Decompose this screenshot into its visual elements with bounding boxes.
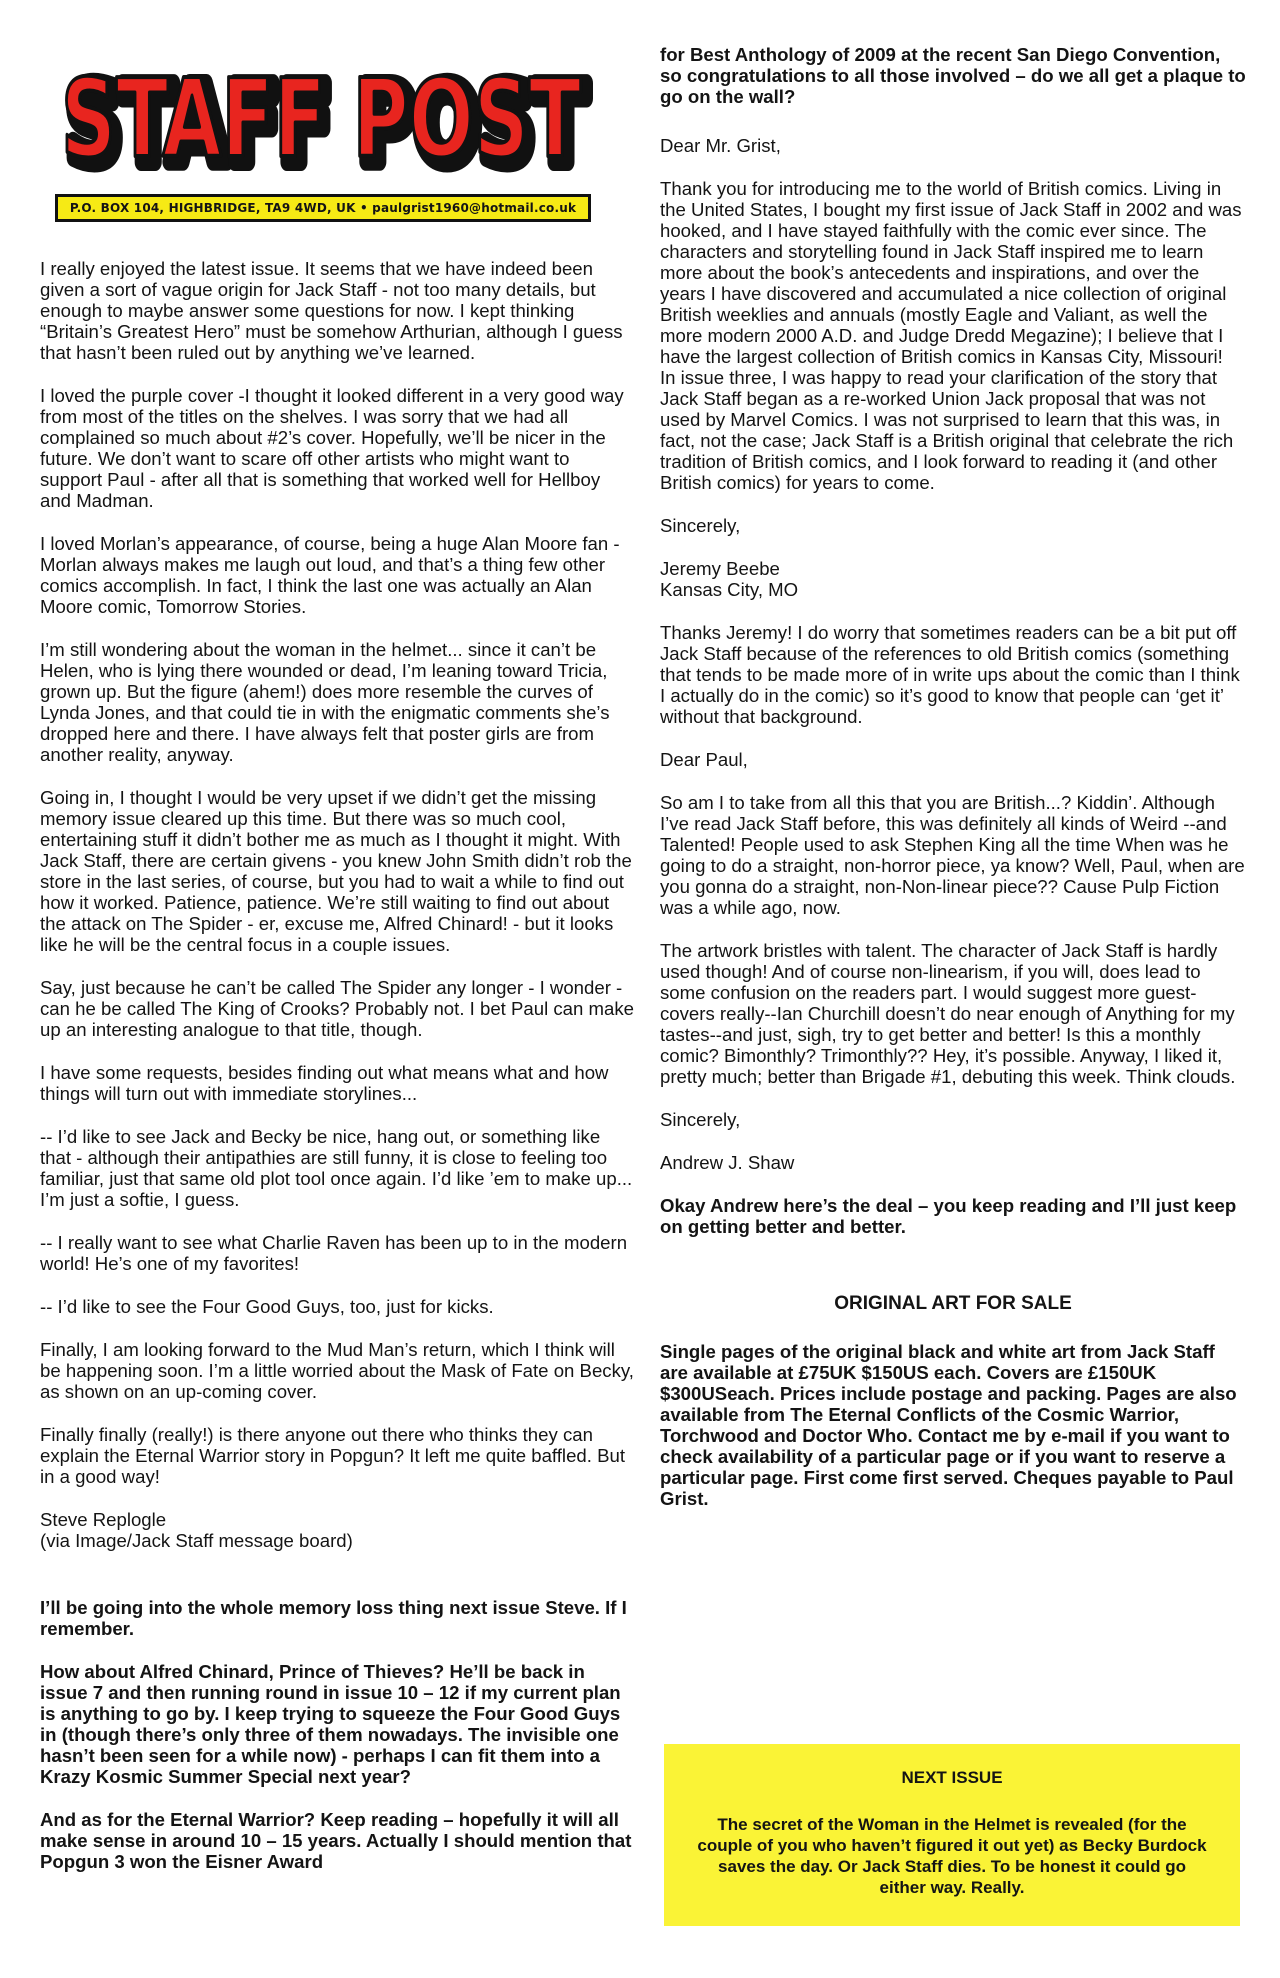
next-issue-body: The secret of the Woman in the Helmet is revealed (for the couple of you who haven’t figured it out yet) as Becky Burdock saves the day. Or Jack Staff dies. To be honest it could go either way. Really. — [697, 1815, 1207, 1897]
letter-paragraph: Say, just because he can’t be called The Spider any longer - I wonder - can he be called The King of Crooks? Probably not. I bet Paul can make up an interesting analogue to that title, though. — [40, 977, 634, 1040]
reply-paragraph: And as for the Eternal Warrior? Keep reading – hopefully it will all make sense in around 10 – 15 years. Actually I should mention that Popgun 3 won the Eisner Award — [40, 1809, 632, 1872]
letter-paragraph: I loved the purple cover -I thought it looked different in a very good way from most of the titles on the shelves. I was sorry that we had all complained so much about #2’s cover. Hopefully, we’ll be nicer in the future. We don’t want to scare off other artists who might want to support Paul - after all that is something that worked well for Hellboy and Madman. — [40, 385, 624, 511]
left-column — [40, 258, 634, 1894]
editor-reply-2: Thanks Jeremy! I do worry that sometimes readers can be a bit put off Jack Staff because of the references to old British comics (something that tends to be made more of in write ups about the comic than I think I actually do in the comic) so it’s good to know that people can ‘get it’ without that background. — [660, 622, 1240, 727]
art-sale-title: ORIGINAL ART FOR SALE — [834, 1293, 1072, 1314]
letter-paragraph: Going in, I thought I would be very upset if we didn’t get the missing memory issue cleared up this time. But there was so much cool, entertaining stuff it didn’t bother me as much as I thought it might. With Jack Staff, there are certain givens - you knew John Smith didn’t rob the store in the last series, of course, but you had to wait a while to find out how it worked. Patience, patience. We’re still waiting to find out about the attack on The Spider - er, excuse me, Alfred Chinard! - but it looks like he will be the central focus in a couple issues. — [40, 787, 632, 955]
letter-paragraph: -- I’d like to see Jack and Becky be nice, hang out, or something like that - although their antipathies are still funny, it is close to feeling too familiar, just that same old plot tool once again. I’d like ’em to make up... I’m just a softie, I guess. — [40, 1126, 633, 1210]
letter-paragraph: Thank you for introducing me to the world of British comics. Living in the United States, I bought my first issue of Jack Staff in 2002 and was hooked, and I have stayed faithfully with the comic ever since. The characters and storytelling found in Jack Staff inspired me to learn more about the book’s antecedents and inspirations, and over the years I have discovered and accumulated a nice collection of original British weeklies and annuals (mostly Eagle and Valiant, as well the more modern 2000 A.D. and Judge Dredd Megazine); I believe that I have the largest collection of British comics in Kansas City, Missouri! — [660, 178, 1242, 367]
staff-post-logo — [55, 22, 595, 192]
next-issue-box — [664, 1744, 1240, 1926]
letter-jeremy-beebe — [660, 135, 1246, 600]
signature-name: Andrew J. Shaw — [660, 1152, 795, 1173]
closing: Sincerely, — [660, 515, 741, 536]
letter-paragraph: I’m still wondering about the woman in the helmet... since it can’t be Helen, who is lying there wounded or dead, I’m leaning toward Tricia, grown up. But the figure (ahem!) does more resemble the curves of Lynda Jones, and that could tie in with the enigmatic comments she’s dropped here and there. I have always felt that poster girls are from another reality, anyway. — [40, 639, 610, 765]
letter-paragraph: The artwork bristles with talent. The character of Jack Staff is hardly used though! And of course non-linearism, if you will, does lead to some confusion on the readers part. I would suggest more guest-covers really--Ian Churchill doesn’t do near enough of Anything for my tastes--and just, sigh, try to get better and better! Is this a monthly comic? Bimonthly? Trimonthly?? Hey, it’s possible. Anyway, I liked it, pretty much; better than Brigade #1, debuting this week. Think clouds. — [660, 940, 1236, 1087]
signature-place: Kansas City, MO — [660, 579, 799, 600]
next-issue-title: NEXT ISSUE — [901, 1768, 1003, 1787]
letter-paragraph: In issue three, I was happy to read your clarification of the story that Jack Staff began as a re-worked Union Jack proposal that was not used by Marvel Comics. I was not surprised to learn that this was, in fact, not the case; Jack Staff is a British original that celebrate the rich tradition of British comics, and I look forward to reading it (and other British comics) for years to come. — [660, 367, 1234, 493]
salutation: Dear Mr. Grist, — [660, 135, 781, 156]
reply-paragraph: How about Alfred Chinard, Prince of Thieves? He’ll be back in issue 7 and then running round in issue 10 – 12 if my current plan is anything to go by. I keep trying to squeeze the Four Good Guys in (though there’s only three of them nowadays. The invisible one hasn’t been seen for a while now) - perhaps I can fit them into a Krazy Kosmic Summer Special next year? — [40, 1661, 621, 1787]
signature-source: (via Image/Jack Staff message board) — [40, 1530, 353, 1551]
letter-andrew-shaw — [660, 749, 1246, 1173]
right-column — [660, 44, 1246, 1531]
letter-paragraph: So am I to take from all this that you are British...? Kiddin’. Although I’ve read Jack Staff before, this was definitely all kinds of Weird --and Talented! People used to ask Stephen King all the time When was he going to do a straight, non-horror piece, ya know? Well, Paul, when are you gonna do a straight, non-Non-linear piece?? Cause Pulp Fiction was a while ago, now. — [660, 792, 1245, 918]
art-sale-body: Single pages of the original black and white art from Jack Staff are available at £75UK $150US each. Covers are £150UK $300USeach. Prices include postage and packing. Pages are also available from The Eternal Conflicts of the Cosmic Warrior, Torchwood and Doctor Who. Contact me by e-mail if you want to check availability of a particular page or if you want to reserve a particular page. First come first served. Cheques payable to Paul Grist. — [660, 1341, 1237, 1509]
letter-paragraph: I have some requests, besides finding out what means what and how things will turn out with immediate storylines... — [40, 1062, 609, 1104]
letter-paragraph: I loved Morlan’s appearance, of course, being a huge Alan Moore fan - Morlan always makes me laugh out loud, and that’s a thing few other comics accomplish. In fact, I think the last one was actually an Alan Moore comic, Tomorrow Stories. — [40, 533, 620, 617]
letter-paragraph: -- I’d like to see the Four Good Guys, too, just for kicks. — [40, 1296, 494, 1317]
reply-continuation: for Best Anthology of 2009 at the recent San Diego Convention, so congratulations to all those involved – do we all get a plaque to go on the wall? — [660, 44, 1246, 107]
closing: Sincerely, — [660, 1109, 741, 1130]
editor-reply-1 — [40, 1597, 634, 1872]
logo-text: STAFF POST — [61, 57, 582, 182]
address-text: P.O. BOX 104, HIGHBRIDGE, TA9 4WD, UK • paulgrist1960@hotmail.co.uk — [69, 201, 577, 215]
letter-paragraph: Finally finally (really!) is there anyone out there who thinks they can explain the Eternal Warrior story in Popgun? It left me quite baffled. But in a good way! — [40, 1424, 625, 1487]
letter-paragraph: Finally, I am looking forward to the Mud Man’s return, which I think will be happening soon. I’m a little worried about the Mask of Fate on Becky, as shown on an up-coming cover. — [40, 1339, 634, 1402]
letter-paragraph: -- I really want to see what Charlie Raven has been up to in the modern world! He’s one of my favorites! — [40, 1232, 628, 1274]
art-sale-section — [660, 1293, 1246, 1509]
salutation: Dear Paul, — [660, 749, 748, 770]
masthead — [55, 22, 595, 232]
letter-paragraph: I really enjoyed the latest issue. It seems that we have indeed been given a sort of vague origin for Jack Staff - not too many details, but enough to maybe answer some questions for now. I kept thinking “Britain’s Greatest Hero” must be somehow Arthurian, although I guess that hasn’t been ruled out by anything we’ve learned. — [40, 258, 623, 363]
address-bar — [55, 194, 591, 222]
editor-reply-3: Okay Andrew here’s the deal – you keep reading and I’ll just keep on getting better and better. — [660, 1195, 1237, 1237]
signature-name: Jeremy Beebe — [660, 558, 780, 579]
logo-shadow: STAFF POST — [67, 63, 588, 188]
letter-steve-replogle — [40, 258, 634, 1551]
signature-name: Steve Replogle — [40, 1509, 167, 1530]
reply-paragraph: I’ll be going into the whole memory loss thing next issue Steve. If I remember. — [40, 1597, 627, 1639]
